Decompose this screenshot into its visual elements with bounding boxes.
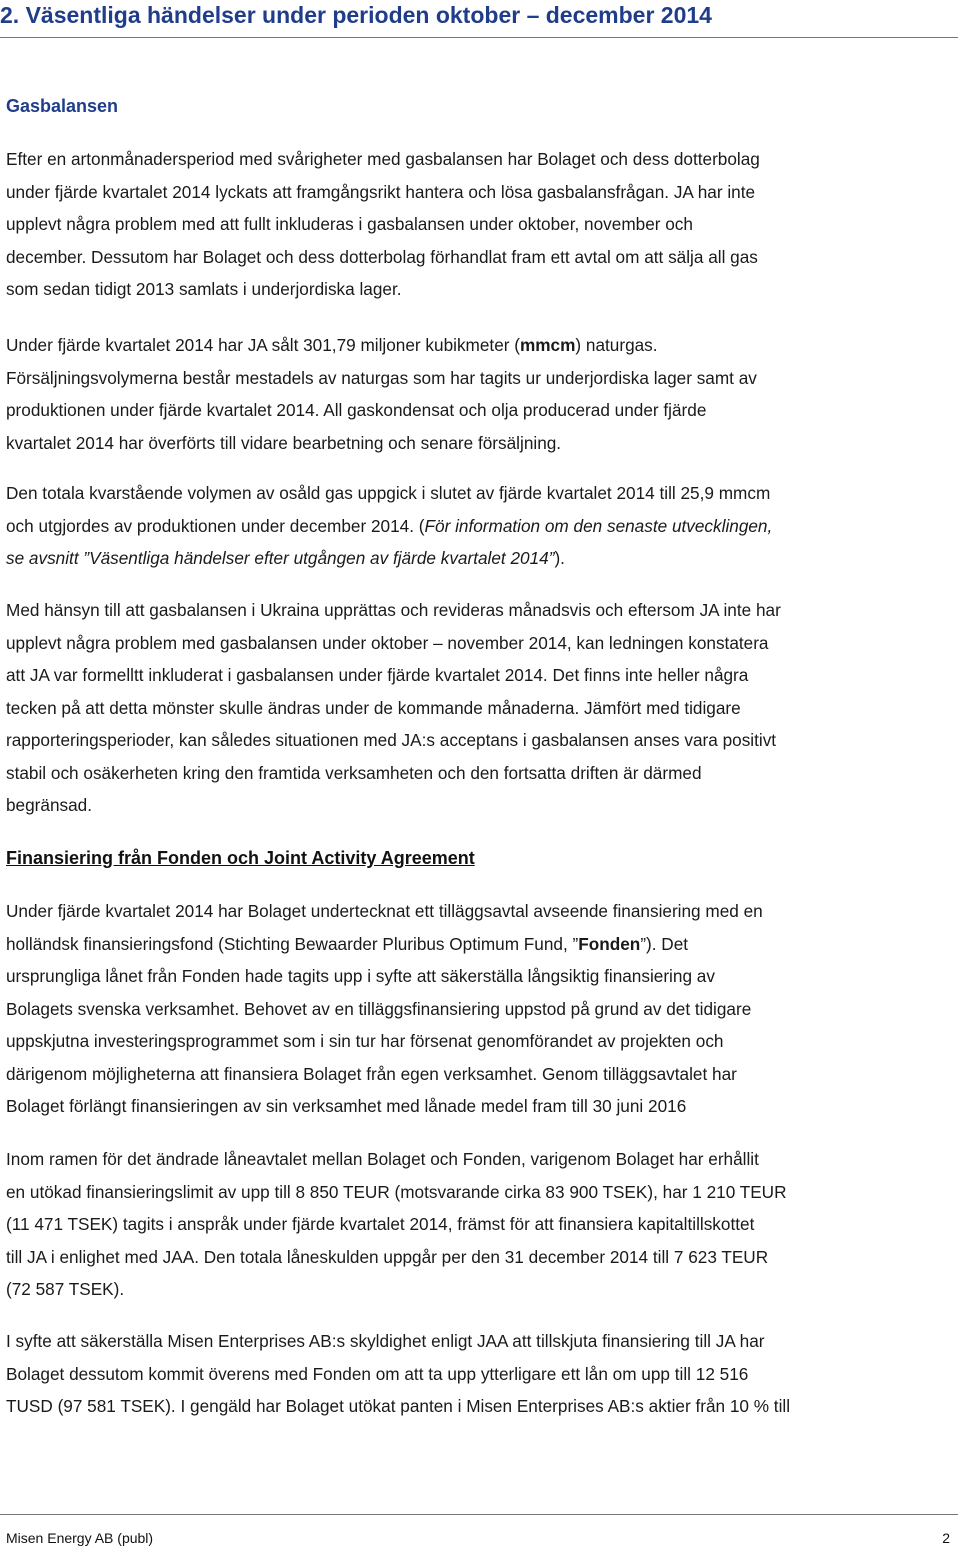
text-line: Efter en artonmånadersperiod med svårigheter med gasbalansen har Bolaget och dess dotterbolag: [6, 149, 760, 169]
text-line: [6, 329, 956, 362]
text-line: begränsad.: [6, 795, 93, 815]
text-line: stabil och osäkerheten kring den framtida verksamheten och den fortsatta driften är därmed: [6, 762, 702, 783]
mmcm-term: mmcm: [519, 335, 576, 355]
text-segment: ”). Det: [640, 933, 689, 954]
section-title-gasbalansen: Gasbalansen: [6, 96, 119, 116]
text-line: (72 587 TSEK).: [6, 1279, 125, 1299]
section-title-financing: Finansiering från Fonden och Joint Activity Agreement: [6, 848, 475, 868]
text-line: Försäljningsvolymerna består mestadels av naturgas som har tagits ur underjordiska lager samt av: [6, 367, 757, 388]
text-segment: och utgjordes av produktionen under december 2014. (: [6, 515, 425, 536]
text-segment: holländsk finansieringsfond (Stichting Bewaarder Pluribus Optimum Fund, ”: [6, 933, 579, 954]
text-line: Inom ramen för det ändrade låneavtalet mellan Bolaget och Fonden, varigenom Bolaget har erhållit: [6, 1149, 759, 1169]
paragraph-ukraine-gas-balance: [6, 594, 956, 822]
footer-company: Misen Energy AB (publ): [6, 1530, 154, 1546]
fonden-term: Fonden: [578, 933, 641, 954]
paragraph-gasbalansen-intro: [6, 143, 956, 306]
paragraph-remaining-volume: [6, 477, 956, 575]
heading-divider: [0, 37, 958, 38]
paragraph-sales-volume: [6, 329, 956, 459]
text-line: I syfte att säkerställa Misen Enterprises AB:s skyldighet enligt JAA att tillskjuta finansiering till JA har: [6, 1331, 765, 1351]
text-line: ursprungliga lånet från Fonden hade tagits upp i syfte att säkerställa långsiktig finansiering av: [6, 966, 715, 986]
text-line: produktionen under fjärde kvartalet 2014. All gaskondensat och olja producerad under fjärde: [6, 400, 707, 420]
footer-divider: [0, 1514, 958, 1515]
page-heading: 2. Väsentliga händelser under perioden oktober – december 2014: [0, 2, 712, 28]
paragraph-loan-terms: [6, 1143, 956, 1306]
text-line: som sedan tidigt 2013 samlats i underjordiska lager.: [6, 279, 402, 299]
text-segment: Under fjärde kvartalet 2014 har JA sålt 301,79 miljoner kubikmeter (: [6, 335, 520, 355]
text-line: att JA var formelltt inkluderat i gasbalansen under fjärde kvartalet 2014. Det finns inte heller några: [6, 665, 749, 685]
text-line: upplevt några problem med att fullt inkluderas i gasbalansen under oktober, november och: [6, 214, 693, 234]
italic-note: se avsnitt ”Väsentliga händelser efter utgången av fjärde kvartalet 2014”: [6, 548, 555, 568]
text-line: tecken på att detta mönster skulle ändras under de kommande månaderna. Jämfört med tidigare: [6, 697, 741, 718]
text-line: Bolaget förlängt finansieringen av sin verksamhet med lånade medel fram till 30 juni 2016: [6, 1096, 687, 1116]
text-line: Under fjärde kvartalet 2014 har Bolaget undertecknat ett tilläggsavtal avseende finansiering med en: [6, 901, 763, 921]
text-line: [6, 928, 956, 961]
text-line: Bolaget dessutom kommit överens med Fonden om att ta upp ytterligare ett lån om upp till 12 516: [6, 1363, 749, 1384]
text-segment: ) naturgas.: [575, 335, 658, 355]
text-line: (11 471 TSEK) tagits i anspråk under fjärde kvartalet 2014, främst för att finansiera kapitaltillskottet: [6, 1214, 755, 1234]
text-line: en utökad finansieringslimit av upp till 8 850 TEUR (motsvarande cirka 83 900 TSEK), har 1 210 TEUR: [6, 1181, 787, 1202]
text-line: upplevt några problem med gasbalansen under oktober – november 2014, kan ledningen konstatera: [6, 632, 769, 653]
footer-page-number: 2: [942, 1530, 950, 1546]
text-line: därigenom möjligheterna att finansiera Bolaget från egen verksamhet. Genom tilläggsavtalet har: [6, 1063, 737, 1084]
text-line: till JA i enlighet med JAA. Den totala låneskulden uppgår per den 31 december 2014 till 7 623 TEUR: [6, 1246, 769, 1267]
text-line: under fjärde kvartalet 2014 lyckats att framgångsrikt hantera och lösa gasbalansfrågan. JA har inte: [6, 181, 756, 202]
text-line: Med hänsyn till att gasbalansen i Ukraina upprättas och revideras månadsvis och eftersom JA inte har: [6, 600, 781, 620]
paragraph-financing-agreement: [6, 895, 956, 1123]
text-line: december. Dessutom har Bolaget och dess dotterbolag förhandlat fram ett avtal om att sälja all gas: [6, 246, 758, 267]
text-line: uppskjutna investeringsprogrammet som i sin tur har försenat genomförandet av projekten och: [6, 1031, 724, 1051]
text-line: Den totala kvarstående volymen av osåld gas uppgick i slutet av fjärde kvartalet 2014 till 25,9 mmcm: [6, 483, 771, 503]
text-line: [6, 510, 956, 543]
text-line: kvartalet 2014 har överförts till vidare bearbetning och senare försäljning.: [6, 432, 562, 453]
text-line: Bolagets svenska verksamhet. Behovet av en tilläggsfinansiering uppstod på grund av det tidigare: [6, 998, 752, 1019]
italic-note: För information om den senaste utvecklingen,: [424, 515, 773, 536]
paragraph-additional-loan: [6, 1325, 956, 1423]
text-line: TUSD (97 581 TSEK). I gengäld har Bolaget utökat panten i Misen Enterprises AB:s aktier från 10 % till: [6, 1396, 791, 1416]
text-line: [6, 542, 956, 575]
text-segment: ).: [554, 548, 565, 568]
text-line: rapporteringsperioder, kan således situationen med JA:s acceptans i gasbalansen anses vara positivt: [6, 730, 777, 750]
